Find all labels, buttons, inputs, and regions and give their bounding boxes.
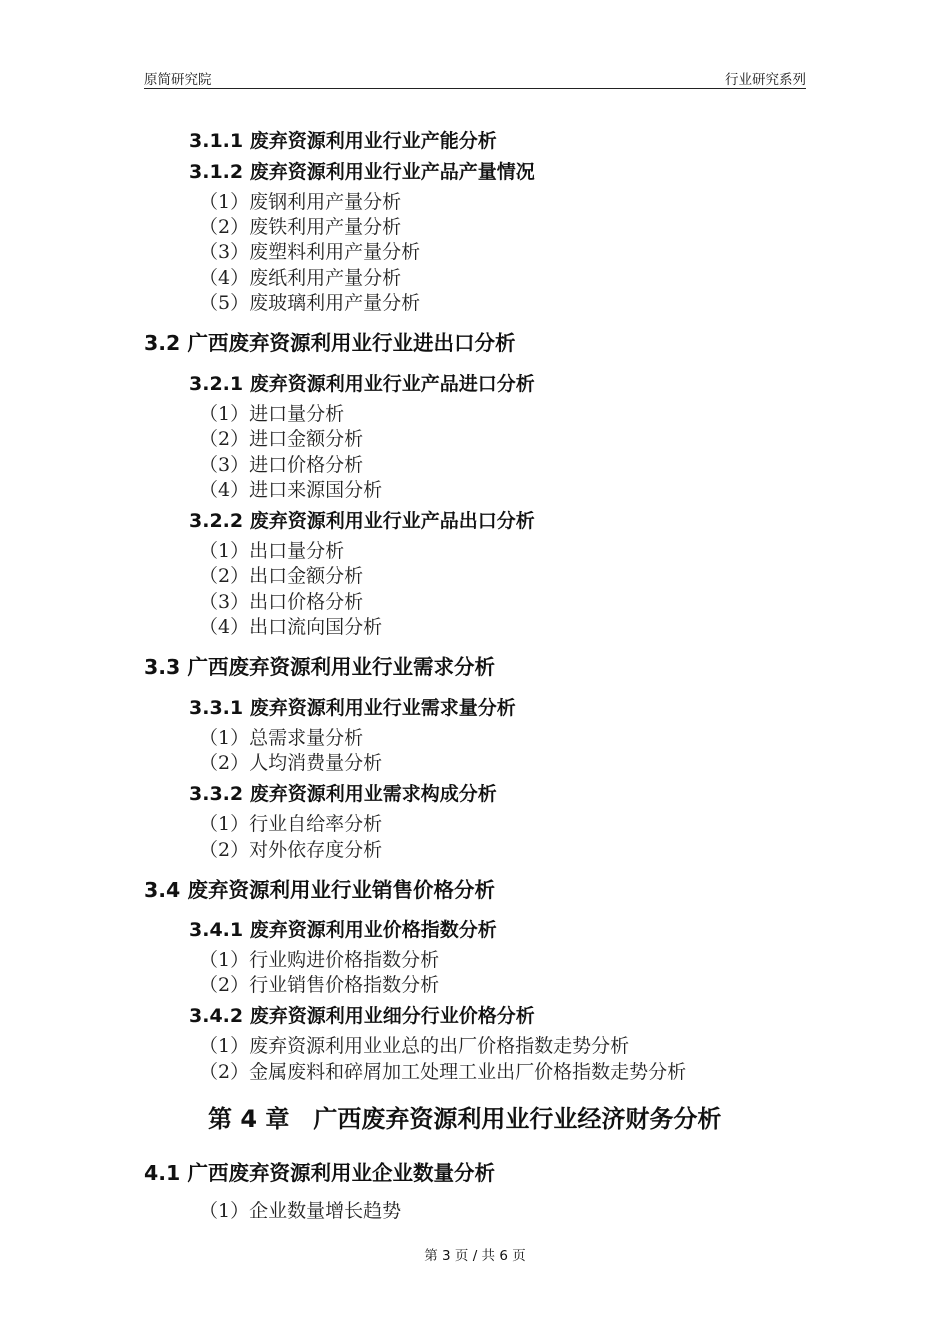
toc-item: （1）企业数量增长趋势 [199,1200,402,1222]
toc-item: （1）行业自给率分析 [199,813,383,835]
toc-subsection: 3.1.1 废弃资源利用业行业产能分析 [189,130,497,152]
toc-section: 3.4 废弃资源利用业行业销售价格分析 [144,878,495,902]
toc-item: （4）进口来源国分析 [199,479,383,501]
toc-item: （4）废纸利用产量分析 [199,267,402,289]
toc-section: 4.1 广西废弃资源利用业企业数量分析 [144,1161,495,1185]
toc-item: （1）进口量分析 [199,403,345,425]
header-right: 行业研究系列 [725,72,806,88]
toc-chapter: 第 4 章 广西废弃资源利用业行业经济财务分析 [208,1105,722,1133]
page-header [144,66,806,89]
toc-item: （3）进口价格分析 [199,454,364,476]
toc-item: （4）出口流向国分析 [199,616,383,638]
toc-item: （2）金属废料和碎屑加工处理工业出厂价格指数走势分析 [199,1061,687,1083]
toc-item: （2）进口金额分析 [199,428,364,450]
toc-item: （3）出口价格分析 [199,591,364,613]
toc-subsection: 3.3.2 废弃资源利用业需求构成分析 [189,783,497,805]
toc-subsection: 3.4.1 废弃资源利用业价格指数分析 [189,919,497,941]
toc-section: 3.2 广西废弃资源利用业行业进出口分析 [144,331,516,355]
toc-item: （2）行业销售价格指数分析 [199,974,440,996]
toc-subsection: 3.3.1 废弃资源利用业行业需求量分析 [189,697,516,719]
toc-subsection: 3.1.2 废弃资源利用业行业产品产量情况 [189,161,535,183]
toc-item: （2）废铁利用产量分析 [199,216,402,238]
toc-item: （3）废塑料利用产量分析 [199,241,421,263]
header-left: 原简研究院 [144,72,212,88]
toc-item: （1）出口量分析 [199,540,345,562]
toc-item: （1）废钢利用产量分析 [199,191,402,213]
toc-item: （1）废弃资源利用业业总的出厂价格指数走势分析 [199,1035,630,1057]
toc-item: （2）人均消费量分析 [199,752,383,774]
toc-section: 3.3 广西废弃资源利用业行业需求分析 [144,655,495,679]
toc-item: （1）行业购进价格指数分析 [199,949,440,971]
page-footer: 第 3 页 / 共 6 页 [424,1248,526,1264]
toc-item: （2）对外依存度分析 [199,839,383,861]
toc-item: （5）废玻璃利用产量分析 [199,292,421,314]
toc-subsection: 3.4.2 废弃资源利用业细分行业价格分析 [189,1005,535,1027]
toc-item: （2）出口金额分析 [199,565,364,587]
toc-item: （1）总需求量分析 [199,727,364,749]
toc-subsection: 3.2.1 废弃资源利用业行业产品进口分析 [189,373,535,395]
toc-subsection: 3.2.2 废弃资源利用业行业产品出口分析 [189,510,535,532]
